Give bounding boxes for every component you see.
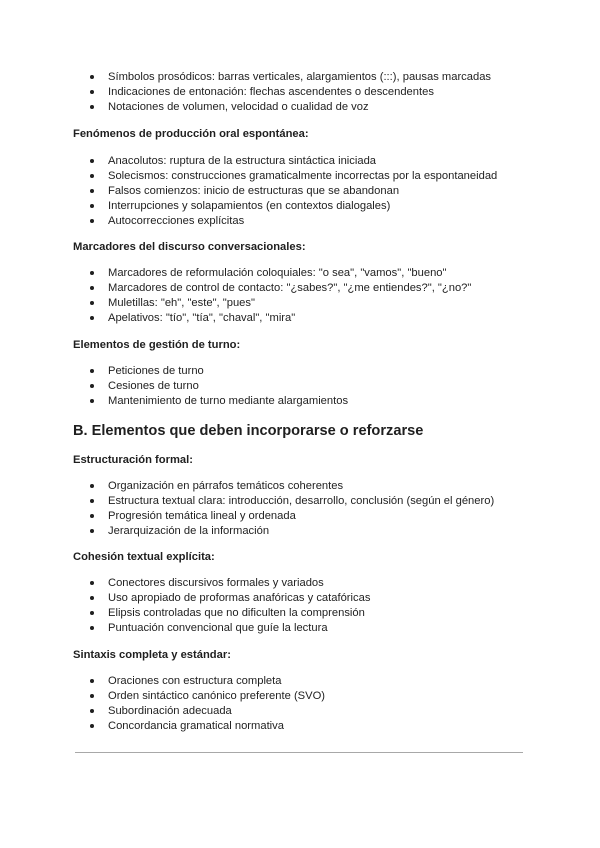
list-item: Jerarquización de la información [90, 524, 570, 539]
list-item: Apelativos: "tío", "tía", "chaval", "mira" [90, 311, 570, 326]
list-item: Solecismos: construcciones gramaticalmente incorrectas por la espontaneidad [90, 169, 570, 184]
prosodic-notation-list [90, 70, 570, 115]
fenomenos-heading: Fenómenos de producción oral espontánea: [73, 128, 309, 140]
gestion-heading: Elementos de gestión de turno: [73, 339, 241, 351]
horizontal-rule [75, 752, 523, 753]
sintaxis-list [90, 674, 570, 734]
list-item: Muletillas: "eh", "este", "pues" [90, 296, 570, 311]
list-item: Elipsis controladas que no dificulten la comprensión [90, 606, 570, 621]
list-item: Cesiones de turno [90, 379, 570, 394]
list-item: Falsos comienzos: inicio de estructuras que se abandonan [90, 184, 570, 199]
section-b-heading: B. Elementos que deben incorporarse o reforzarse [73, 423, 424, 439]
list-item: Estructura textual clara: introducción, desarrollo, conclusión (según el género) [90, 494, 570, 509]
list-item: Marcadores de control de contacto: "¿sabes?", "¿me entiendes?", "¿no?" [90, 281, 570, 296]
estructuracion-heading: Estructuración formal: [73, 454, 193, 466]
list-item: Marcadores de reformulación coloquiales: "o sea", "vamos", "bueno" [90, 266, 570, 281]
list-item: Autocorrecciones explícitas [90, 214, 570, 229]
list-item: Símbolos prosódicos: barras verticales, alargamientos (:::), pausas marcadas [90, 70, 570, 85]
list-item: Notaciones de volumen, velocidad o cualidad de voz [90, 100, 570, 115]
cohesion-list [90, 576, 570, 636]
list-item: Subordinación adecuada [90, 704, 570, 719]
list-item: Puntuación convencional que guíe la lectura [90, 621, 570, 636]
list-item: Anacolutos: ruptura de la estructura sintáctica iniciada [90, 154, 570, 169]
estructuracion-list [90, 479, 570, 539]
list-item: Progresión temática lineal y ordenada [90, 509, 570, 524]
marcadores-list [90, 266, 570, 326]
list-item: Mantenimiento de turno mediante alargamientos [90, 394, 570, 409]
cohesion-heading: Cohesión textual explícita: [73, 551, 215, 563]
list-item: Conectores discursivos formales y variados [90, 576, 570, 591]
list-item: Uso apropiado de proformas anafóricas y catafóricas [90, 591, 570, 606]
list-item: Oraciones con estructura completa [90, 674, 570, 689]
list-item: Peticiones de turno [90, 364, 570, 379]
list-item: Organización en párrafos temáticos coherentes [90, 479, 570, 494]
marcadores-heading: Marcadores del discurso conversacionales: [73, 241, 306, 253]
list-item: Concordancia gramatical normativa [90, 719, 570, 734]
fenomenos-list [90, 154, 570, 228]
list-item: Interrupciones y solapamientos (en contextos dialogales) [90, 199, 570, 214]
list-item: Indicaciones de entonación: flechas ascendentes o descendentes [90, 85, 570, 100]
list-item: Orden sintáctico canónico preferente (SVO) [90, 689, 570, 704]
gestion-list [90, 364, 570, 409]
sintaxis-heading: Sintaxis completa y estándar: [73, 649, 231, 661]
